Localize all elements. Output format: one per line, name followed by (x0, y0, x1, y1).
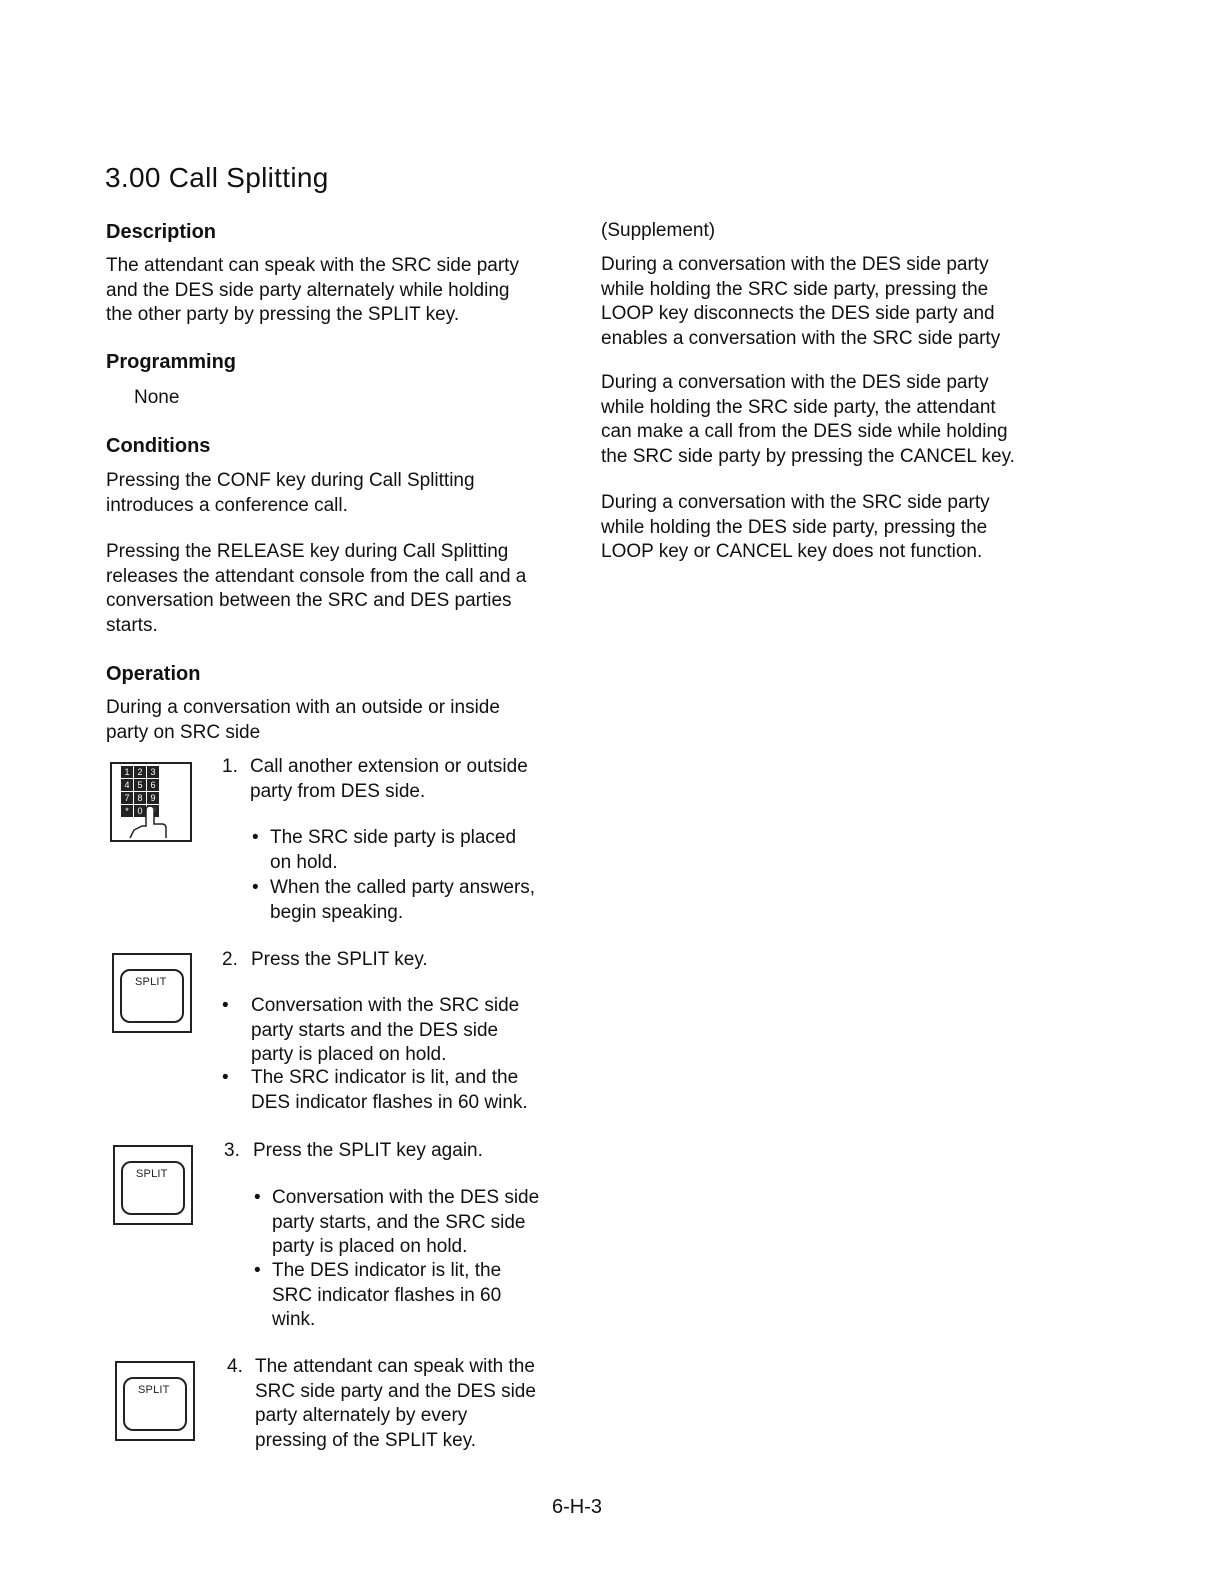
step-1: 1. Call another extension or outside party from DES side. (222, 756, 528, 802)
step-1-bullet: • When the called party answers, begin speaking. (252, 877, 536, 923)
step-3-bullet: • The DES indicator is lit, the SRC indicator flashes in 60 wink. (254, 1260, 502, 1330)
supplement-heading: (Supplement) (601, 220, 716, 241)
step-3-bullet: • Conversation with the DES side party starts, and the SRC side party is placed on hold. (254, 1187, 540, 1257)
keypad-digit: 8 (137, 793, 143, 803)
conditions-paragraph-2: Pressing the RELEASE key during Call Splitting releases the attendant console from the call and a conversation between the SRC and DES parties starts. (106, 541, 527, 636)
programming-value: None (134, 387, 180, 408)
step-3: 3. Press the SPLIT key again. (224, 1140, 483, 1161)
description-heading: Description (106, 221, 217, 243)
step-2-bullet: • The SRC indicator is lit, and the DES indicator flashes in 60 wink. (222, 1067, 528, 1113)
supplement-paragraph-3: During a conversation with the SRC side party while holding the DES side party, pressing the LOOP key or CANCEL key does not function. (601, 492, 990, 562)
keypad-digit: 1 (124, 767, 130, 777)
keypad-digit: 7 (124, 793, 130, 803)
split-key-icon: SPLIT (115, 1361, 195, 1441)
split-key-icon: SPLIT (112, 953, 192, 1033)
supplement-paragraph-1: During a conversation with the DES side party while holding the SRC side party, pressing the LOOP key disconnects the DES side party and enables a conversation with the SRC side party (601, 254, 1001, 349)
conditions-heading: Conditions (106, 435, 211, 457)
split-key-icon: SPLIT (113, 1145, 193, 1225)
step-4: 4. The attendant can speak with the SRC side party and the DES side party alternately by every pressing of the SPLIT key. (227, 1356, 536, 1451)
keypad-digit: 6 (150, 780, 156, 790)
step-2-bullet: • Conversation with the SRC side party starts and the DES side party is placed on hold. (222, 995, 520, 1065)
conditions-paragraph-1: Pressing the CONF key during Call Splitting introduces a conference call. (106, 470, 475, 516)
description-text: The attendant can speak with the SRC side party and the DES side party alternately while holding the other party by pressing the SPLIT key. (106, 255, 519, 325)
page-title: 3.00 Call Splitting (105, 162, 329, 193)
keypad-digit: * (125, 806, 129, 816)
step-1-bullet: • The SRC side party is placed on hold. (252, 827, 517, 873)
keypad-icon (110, 762, 192, 842)
page-number: 6-H-3 (552, 1496, 603, 1518)
keypad-digit: 2 (137, 767, 143, 777)
operation-heading: Operation (106, 663, 201, 685)
keypad-digit: 9 (150, 793, 156, 803)
keypad-digit: 4 (124, 780, 130, 790)
keypad-digit: 5 (137, 780, 143, 790)
step-2: 2. Press the SPLIT key. (222, 949, 428, 970)
operation-intro: During a conversation with an outside or inside party on SRC side (106, 697, 500, 743)
programming-heading: Programming (106, 351, 237, 373)
supplement-paragraph-2: During a conversation with the DES side party while holding the SRC side party, the attendant can make a call from the DES side while holding the SRC side party by pressing the CANCEL key. (601, 372, 1015, 467)
keypad-digit: 3 (150, 767, 156, 777)
keypad-digit: 0 (137, 806, 143, 816)
